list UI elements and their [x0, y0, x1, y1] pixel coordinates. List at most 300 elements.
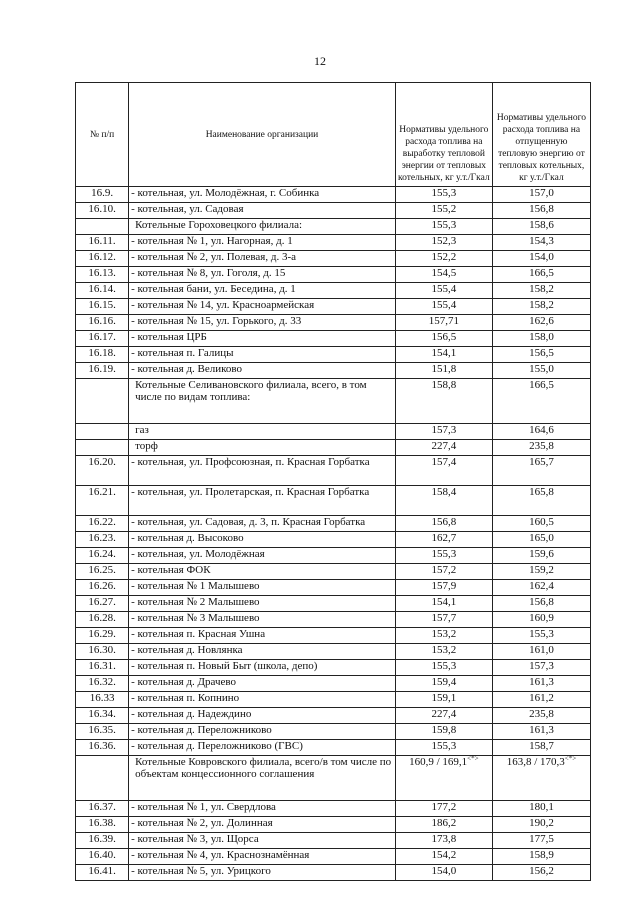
organization-name-text: - котельная № 5, ул. Урицкого — [131, 865, 271, 877]
supply-norm-text: 158,9 — [529, 849, 554, 861]
production-norm-text: 154,1 — [431, 347, 457, 359]
production-norm — [395, 299, 492, 315]
production-norm — [395, 708, 492, 724]
organization-name — [129, 331, 396, 347]
organization-name — [129, 235, 396, 251]
production-norm — [395, 440, 492, 456]
table-row — [76, 267, 591, 283]
row-number-text: 16.38. — [88, 817, 116, 829]
row-number — [76, 756, 129, 801]
supply-norm — [492, 660, 590, 676]
organization-name — [129, 203, 396, 219]
production-norm-text: 154,0 — [431, 865, 457, 877]
production-norm-text: 158,8 — [431, 379, 457, 391]
table-row — [76, 331, 591, 347]
organization-name — [129, 456, 396, 486]
production-norm-text: 157,9 — [431, 580, 457, 592]
production-norm — [395, 347, 492, 363]
production-norm-text: 157,71 — [428, 315, 459, 327]
supply-norm-text: 164,6 — [529, 424, 554, 436]
row-number-text: 16.13. — [88, 267, 116, 279]
production-norm — [395, 580, 492, 596]
table-row — [76, 612, 591, 628]
row-number-text: 16.32. — [88, 676, 116, 688]
organization-name-text: - котельная бани, ул. Беседина, д. 1 — [131, 283, 296, 295]
table-row — [76, 219, 591, 235]
production-norm-text: 173,8 — [431, 833, 457, 845]
supply-norm — [492, 532, 590, 548]
production-norm — [395, 801, 492, 817]
supply-norm-text: 161,3 — [529, 676, 554, 688]
production-norm — [395, 315, 492, 331]
organization-name — [129, 676, 396, 692]
production-norm — [395, 833, 492, 849]
supply-norm-text: 166,5 — [529, 267, 554, 279]
table-row — [76, 596, 591, 612]
production-norm-text: 157,2 — [431, 564, 457, 576]
row-number-text: 16.41. — [88, 865, 116, 877]
supply-norm — [492, 363, 590, 379]
row-number-text: 16.36. — [88, 740, 116, 752]
organization-name — [129, 283, 396, 299]
table-row — [76, 456, 591, 486]
row-number — [76, 251, 129, 267]
row-number-text: 16.33 — [89, 692, 115, 704]
organization-name-text: Котельные Ковровского филиала, всего/в том числе по объектам концессионного соглашения — [135, 756, 392, 780]
organization-name-text: - котельная д. Великово — [131, 363, 243, 375]
row-number — [76, 315, 129, 331]
organization-name-text: - котельная № 15, ул. Горького, д. 33 — [131, 315, 302, 327]
supply-norm — [492, 756, 590, 801]
row-number — [76, 424, 129, 440]
row-number — [76, 740, 129, 756]
row-number-text: 16.20. — [88, 456, 116, 468]
supply-norm-text: 159,6 — [529, 548, 554, 560]
production-norm — [395, 612, 492, 628]
production-norm — [395, 235, 492, 251]
supply-norm-text: 160,9 — [529, 612, 554, 624]
supply-norm-text: 190,2 — [529, 817, 554, 829]
row-number — [76, 516, 129, 532]
production-norm — [395, 379, 492, 424]
supply-norm — [492, 251, 590, 267]
organization-name — [129, 644, 396, 660]
organization-name-text: - котельная № 4, ул. Краснознамённая — [131, 849, 310, 861]
production-norm — [395, 849, 492, 865]
organization-name — [129, 660, 396, 676]
production-norm-text: 227,4 — [431, 708, 457, 720]
header-production-norm: Нормативы удельного расхода топлива на выработку тепловой энергии от тепловых котельных, кг у.т./Гкал — [395, 83, 492, 187]
supply-norm — [492, 676, 590, 692]
organization-name — [129, 865, 396, 881]
organization-name-text: - котельная, ул. Садовая, д. 3, п. Красная Горбатка — [131, 516, 366, 528]
table-row — [76, 235, 591, 251]
supply-norm-text: 158,2 — [529, 299, 554, 311]
table-row — [76, 833, 591, 849]
row-number-text: 16.10. — [88, 203, 116, 215]
row-number-text: 16.14. — [88, 283, 116, 295]
organization-name-text: - котельная № 14, ул. Красноармейская — [131, 299, 315, 311]
row-number — [76, 676, 129, 692]
row-number — [76, 347, 129, 363]
supply-norm-text: 156,8 — [529, 596, 554, 608]
organization-name — [129, 692, 396, 708]
production-norm-text: 152,2 — [431, 251, 457, 263]
production-norm — [395, 817, 492, 833]
table-row — [76, 817, 591, 833]
production-norm-text: 155,4 — [431, 299, 457, 311]
row-number — [76, 331, 129, 347]
organization-name-text: газ — [135, 424, 149, 436]
supply-norm-text: 165,8 — [529, 486, 554, 498]
row-number-text: 16.23. — [88, 532, 116, 544]
production-norm-text: 155,3 — [431, 548, 457, 560]
production-norm — [395, 644, 492, 660]
supply-norm-text: 162,6 — [529, 315, 554, 327]
production-norm-text: 155,3 — [431, 187, 457, 199]
supply-norm — [492, 440, 590, 456]
organization-name — [129, 817, 396, 833]
supply-norm — [492, 801, 590, 817]
production-norm — [395, 219, 492, 235]
table-row — [76, 363, 591, 379]
supply-norm — [492, 219, 590, 235]
organization-name — [129, 801, 396, 817]
organization-name-text: - котельная № 8, ул. Гоголя, д. 15 — [131, 267, 286, 279]
organization-name — [129, 516, 396, 532]
organization-name — [129, 724, 396, 740]
row-number — [76, 708, 129, 724]
supply-norm — [492, 456, 590, 486]
row-number — [76, 849, 129, 865]
production-norm-text: 155,3 — [431, 219, 457, 231]
organization-name-text: Котельные Селивановского филиала, всего, в том числе по видам топлива: — [135, 379, 367, 403]
organization-name — [129, 219, 396, 235]
supply-norm — [492, 267, 590, 283]
row-number — [76, 486, 129, 516]
supply-norm — [492, 486, 590, 516]
organization-name-text: торф — [135, 440, 158, 452]
row-number-text: 16.18. — [88, 347, 116, 359]
production-norm-text: 162,7 — [431, 532, 457, 544]
table-row — [76, 740, 591, 756]
supply-norm-text: 159,2 — [529, 564, 554, 576]
organization-name-text: - котельная д. Высоково — [131, 532, 244, 544]
row-number — [76, 532, 129, 548]
table-row — [76, 756, 591, 801]
organization-name — [129, 379, 396, 424]
supply-norm-text: 156,8 — [529, 203, 554, 215]
table-row — [76, 347, 591, 363]
supply-norm-text: 154,0 — [529, 251, 554, 263]
production-norm — [395, 756, 492, 801]
production-norm-text: 227,4 — [431, 440, 457, 452]
row-number — [76, 235, 129, 251]
supply-norm-text: 163,8 / 170,3 — [506, 756, 565, 768]
row-number — [76, 596, 129, 612]
organization-name — [129, 740, 396, 756]
supply-norm-text: 155,3 — [529, 628, 554, 640]
production-norm — [395, 456, 492, 486]
row-number — [76, 379, 129, 424]
supply-norm — [492, 516, 590, 532]
organization-name-text: - котельная № 1, ул. Свердлова — [131, 801, 276, 813]
organization-name — [129, 363, 396, 379]
organization-name-text: - котельная д. Надеждино — [131, 708, 252, 720]
organization-name-text: Котельные Гороховецкого филиала: — [135, 219, 303, 231]
production-norm — [395, 283, 492, 299]
row-number — [76, 363, 129, 379]
row-number-text: 16.35. — [88, 724, 116, 736]
organization-name — [129, 833, 396, 849]
table-row — [76, 628, 591, 644]
row-number — [76, 692, 129, 708]
supply-norm-text: 155,0 — [529, 363, 554, 375]
row-number — [76, 817, 129, 833]
row-number — [76, 660, 129, 676]
row-number-text: 16.28. — [88, 612, 116, 624]
production-norm-text: 152,3 — [431, 235, 457, 247]
organization-name-text: - котельная п. Галицы — [131, 347, 234, 359]
supply-norm-text: 165,7 — [529, 456, 554, 468]
organization-name-text: - котельная, ул. Садовая — [131, 203, 244, 215]
row-number-text: 16.16. — [88, 315, 116, 327]
row-number-text: 16.25. — [88, 564, 116, 576]
header-organization: Наименование организации — [129, 83, 396, 187]
row-number-text: 16.15. — [88, 299, 116, 311]
table-row — [76, 849, 591, 865]
supply-norm — [492, 379, 590, 424]
row-number — [76, 801, 129, 817]
row-number-text: 16.22. — [88, 516, 116, 528]
supply-norm — [492, 283, 590, 299]
production-norm — [395, 203, 492, 219]
supply-norm — [492, 644, 590, 660]
row-number-text: 16.29. — [88, 628, 116, 640]
organization-name-text: - котельная ФОК — [131, 564, 211, 576]
header-supply-norm: Нормативы удельного расхода топлива на отпущенную тепловую энергию от тепловых котельных, кг у.т./Гкал — [492, 83, 590, 187]
production-norm — [395, 865, 492, 881]
production-norm-text: 154,5 — [431, 267, 457, 279]
row-number — [76, 865, 129, 881]
production-norm — [395, 676, 492, 692]
row-number — [76, 612, 129, 628]
organization-name — [129, 708, 396, 724]
supply-norm-text: 160,5 — [529, 516, 554, 528]
organization-name-text: - котельная п. Красная Ушна — [131, 628, 266, 640]
table-row — [76, 486, 591, 516]
row-number-text: 16.19. — [88, 363, 116, 375]
organization-name-text: - котельная д. Драчево — [131, 676, 237, 688]
production-norm-text: 155,2 — [431, 203, 457, 215]
production-norm — [395, 424, 492, 440]
production-norm — [395, 251, 492, 267]
supply-norm — [492, 628, 590, 644]
production-norm — [395, 363, 492, 379]
production-norm-text: 186,2 — [431, 817, 457, 829]
supply-norm — [492, 331, 590, 347]
production-norm — [395, 187, 492, 203]
supply-norm-text: 177,5 — [529, 833, 554, 845]
production-norm-text: 154,2 — [431, 849, 457, 861]
production-norm — [395, 331, 492, 347]
organization-name-text: - котельная, ул. Молодёжная — [131, 548, 265, 560]
supply-norm-text: 161,2 — [529, 692, 554, 704]
organization-name — [129, 612, 396, 628]
row-number-text: 16.31. — [88, 660, 116, 672]
organization-name — [129, 440, 396, 456]
table-body — [76, 187, 591, 881]
organization-name — [129, 251, 396, 267]
organization-name-text: - котельная д. Переложниково (ГВС) — [131, 740, 303, 752]
row-number — [76, 644, 129, 660]
organization-name — [129, 596, 396, 612]
table-row — [76, 532, 591, 548]
row-number — [76, 580, 129, 596]
supply-norm — [492, 596, 590, 612]
footnote-mark: <*> — [467, 754, 479, 763]
table-row — [76, 379, 591, 424]
supply-norm-text: 156,5 — [529, 347, 554, 359]
supply-norm-text: 158,0 — [529, 331, 554, 343]
row-number — [76, 724, 129, 740]
supply-norm — [492, 817, 590, 833]
row-number — [76, 203, 129, 219]
supply-norm — [492, 564, 590, 580]
organization-name — [129, 299, 396, 315]
organization-name-text: - котельная № 1 Малышево — [131, 580, 260, 592]
table-row — [76, 644, 591, 660]
table-row — [76, 548, 591, 564]
organization-name-text: - котельная п. Новый Быт (школа, депо) — [131, 660, 318, 672]
organization-name — [129, 849, 396, 865]
organization-name — [129, 424, 396, 440]
organization-name — [129, 267, 396, 283]
row-number — [76, 267, 129, 283]
table-row — [76, 801, 591, 817]
organization-name-text: - котельная, ул. Пролетарская, п. Красная Горбатка — [131, 486, 370, 498]
row-number-text: 16.39. — [88, 833, 116, 845]
footnote-mark: <*> — [564, 754, 577, 763]
supply-norm-text: 157,0 — [529, 187, 554, 199]
supply-norm — [492, 724, 590, 740]
supply-norm-text: 180,1 — [529, 801, 554, 813]
organization-name-text: - котельная № 1, ул. Нагорная, д. 1 — [131, 235, 293, 247]
supply-norm — [492, 692, 590, 708]
table-row — [76, 660, 591, 676]
row-number-text: 16.24. — [88, 548, 116, 560]
row-number-text: 16.27. — [88, 596, 116, 608]
supply-norm — [492, 548, 590, 564]
supply-norm-text: 235,8 — [529, 708, 554, 720]
organization-name-text: - котельная № 2, ул. Полевая, д. 3-а — [131, 251, 297, 263]
production-norm-text: 156,5 — [431, 331, 457, 343]
organization-name — [129, 580, 396, 596]
table-row — [76, 516, 591, 532]
production-norm-text: 151,8 — [431, 363, 457, 375]
supply-norm — [492, 315, 590, 331]
table-row — [76, 580, 591, 596]
row-number-text: 16.37. — [88, 801, 116, 813]
table-row — [76, 676, 591, 692]
production-norm-text: 160,9 / 169,1 — [409, 756, 468, 768]
production-norm-text: 155,3 — [431, 740, 457, 752]
table-row — [76, 692, 591, 708]
production-norm — [395, 516, 492, 532]
organization-name-text: - котельная, ул. Молодёжная, г. Собинка — [131, 187, 320, 199]
production-norm-text: 157,4 — [431, 456, 457, 468]
table-row — [76, 440, 591, 456]
production-norm-text: 155,4 — [431, 283, 457, 295]
production-norm — [395, 692, 492, 708]
row-number — [76, 440, 129, 456]
organization-name — [129, 628, 396, 644]
supply-norm-text: 161,3 — [529, 724, 554, 736]
supply-norm — [492, 299, 590, 315]
supply-norm-text: 166,5 — [529, 379, 554, 391]
production-norm-text: 156,8 — [431, 516, 457, 528]
organization-name — [129, 564, 396, 580]
organization-name-text: - котельная № 3, ул. Щорса — [131, 833, 259, 845]
table-row — [76, 865, 591, 881]
production-norm — [395, 724, 492, 740]
row-number — [76, 564, 129, 580]
organization-name-text: - котельная п. Копнино — [131, 692, 240, 704]
production-norm-text: 154,1 — [431, 596, 457, 608]
fuel-norms-table — [75, 82, 591, 881]
row-number-text: 16.11. — [88, 235, 116, 247]
table-row — [76, 564, 591, 580]
organization-name-text: - котельная ЦРБ — [131, 331, 207, 343]
supply-norm — [492, 612, 590, 628]
supply-norm-text: 235,8 — [529, 440, 554, 452]
supply-norm — [492, 580, 590, 596]
row-number-text: 16.30. — [88, 644, 116, 656]
supply-norm — [492, 740, 590, 756]
supply-norm-text: 158,2 — [529, 283, 554, 295]
supply-norm — [492, 187, 590, 203]
organization-name-text: - котельная д. Переложниково — [131, 724, 272, 736]
organization-name-text: - котельная № 2, ул. Долинная — [131, 817, 273, 829]
supply-norm-text: 154,3 — [529, 235, 554, 247]
supply-norm — [492, 708, 590, 724]
organization-name-text: - котельная № 2 Малышево — [131, 596, 260, 608]
table-header-row — [76, 83, 591, 187]
table-row — [76, 283, 591, 299]
page-number: 12 — [314, 54, 326, 68]
production-norm — [395, 628, 492, 644]
organization-name-text: - котельная д. Новлянка — [131, 644, 243, 656]
table-row — [76, 203, 591, 219]
production-norm — [395, 660, 492, 676]
row-number-text: 16.21. — [88, 486, 116, 498]
organization-name — [129, 347, 396, 363]
row-number — [76, 283, 129, 299]
organization-name — [129, 532, 396, 548]
organization-name — [129, 187, 396, 203]
production-norm-text: 159,8 — [431, 724, 457, 736]
organization-name-text: - котельная, ул. Профсоюзная, п. Красная Горбатка — [131, 456, 370, 468]
organization-name — [129, 315, 396, 331]
supply-norm-text: 158,7 — [529, 740, 554, 752]
supply-norm-text: 162,4 — [529, 580, 554, 592]
table-row — [76, 299, 591, 315]
table-row — [76, 708, 591, 724]
supply-norm — [492, 347, 590, 363]
supply-norm-text: 158,6 — [529, 219, 554, 231]
table-row — [76, 424, 591, 440]
organization-name-text: - котельная № 3 Малышево — [131, 612, 260, 624]
